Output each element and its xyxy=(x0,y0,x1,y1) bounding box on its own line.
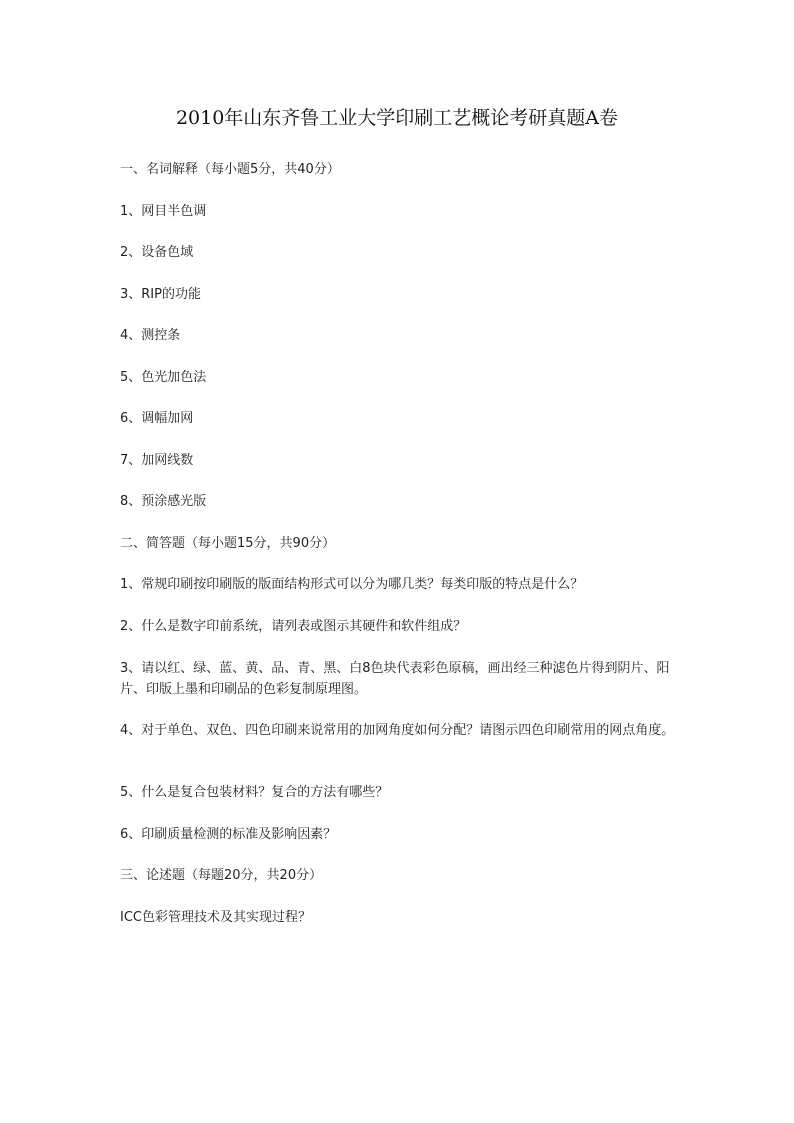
section-2-item: 5、什么是复合包装材料？复合的方法有哪些？ xyxy=(120,785,389,800)
section-1-item: 8、预涂感光版 xyxy=(120,494,207,509)
section-1-item: 3、RIP的功能 xyxy=(120,287,201,302)
section-1-item: 7、加网线数 xyxy=(120,453,194,468)
section-1-item: 6、调幅加网 xyxy=(120,411,194,426)
section-1-heading: 一、名词解释（每小题5分，共40分） xyxy=(120,162,340,177)
section-3-item: ICC色彩管理技术及其实现过程？ xyxy=(120,910,311,925)
section-2-item: 1、常规印刷按印刷版的版面结构形式可以分为哪几类？每类印版的特点是什么？ xyxy=(120,577,584,592)
section-2-item: 2、什么是数字印前系统，请列表或图示其硬件和软件组成？ xyxy=(120,619,467,634)
section-1-item: 5、色光加色法 xyxy=(120,370,207,385)
section-3-heading: 三、论述题（每题20分，共20分） xyxy=(120,868,323,883)
section-1-item: 2、设备色域 xyxy=(120,245,194,260)
section-2-heading: 二、简答题（每小题15分，共90分） xyxy=(120,536,336,551)
page-title: 2010年山东齐鲁工业大学印刷工艺概论考研真题A卷 xyxy=(175,107,619,129)
section-1-item: 1、网目半色调 xyxy=(120,204,207,219)
section-2-item: 6、印刷质量检测的标准及影响因素？ xyxy=(120,827,337,842)
section-2-item: 3、请以红、绿、蓝、黄、品、青、黑、白8色块代表彩色原稿，画出经三种滤色片得到阴片、阳片、印版上墨和印刷品的色彩复制原理图。 xyxy=(120,661,670,697)
section-2-item: 4、对于单色、双色、四色印刷来说常用的加网角度如何分配？请图示四色印刷常用的网点角度。 xyxy=(120,723,675,738)
section-1-item: 4、测控条 xyxy=(120,328,181,343)
